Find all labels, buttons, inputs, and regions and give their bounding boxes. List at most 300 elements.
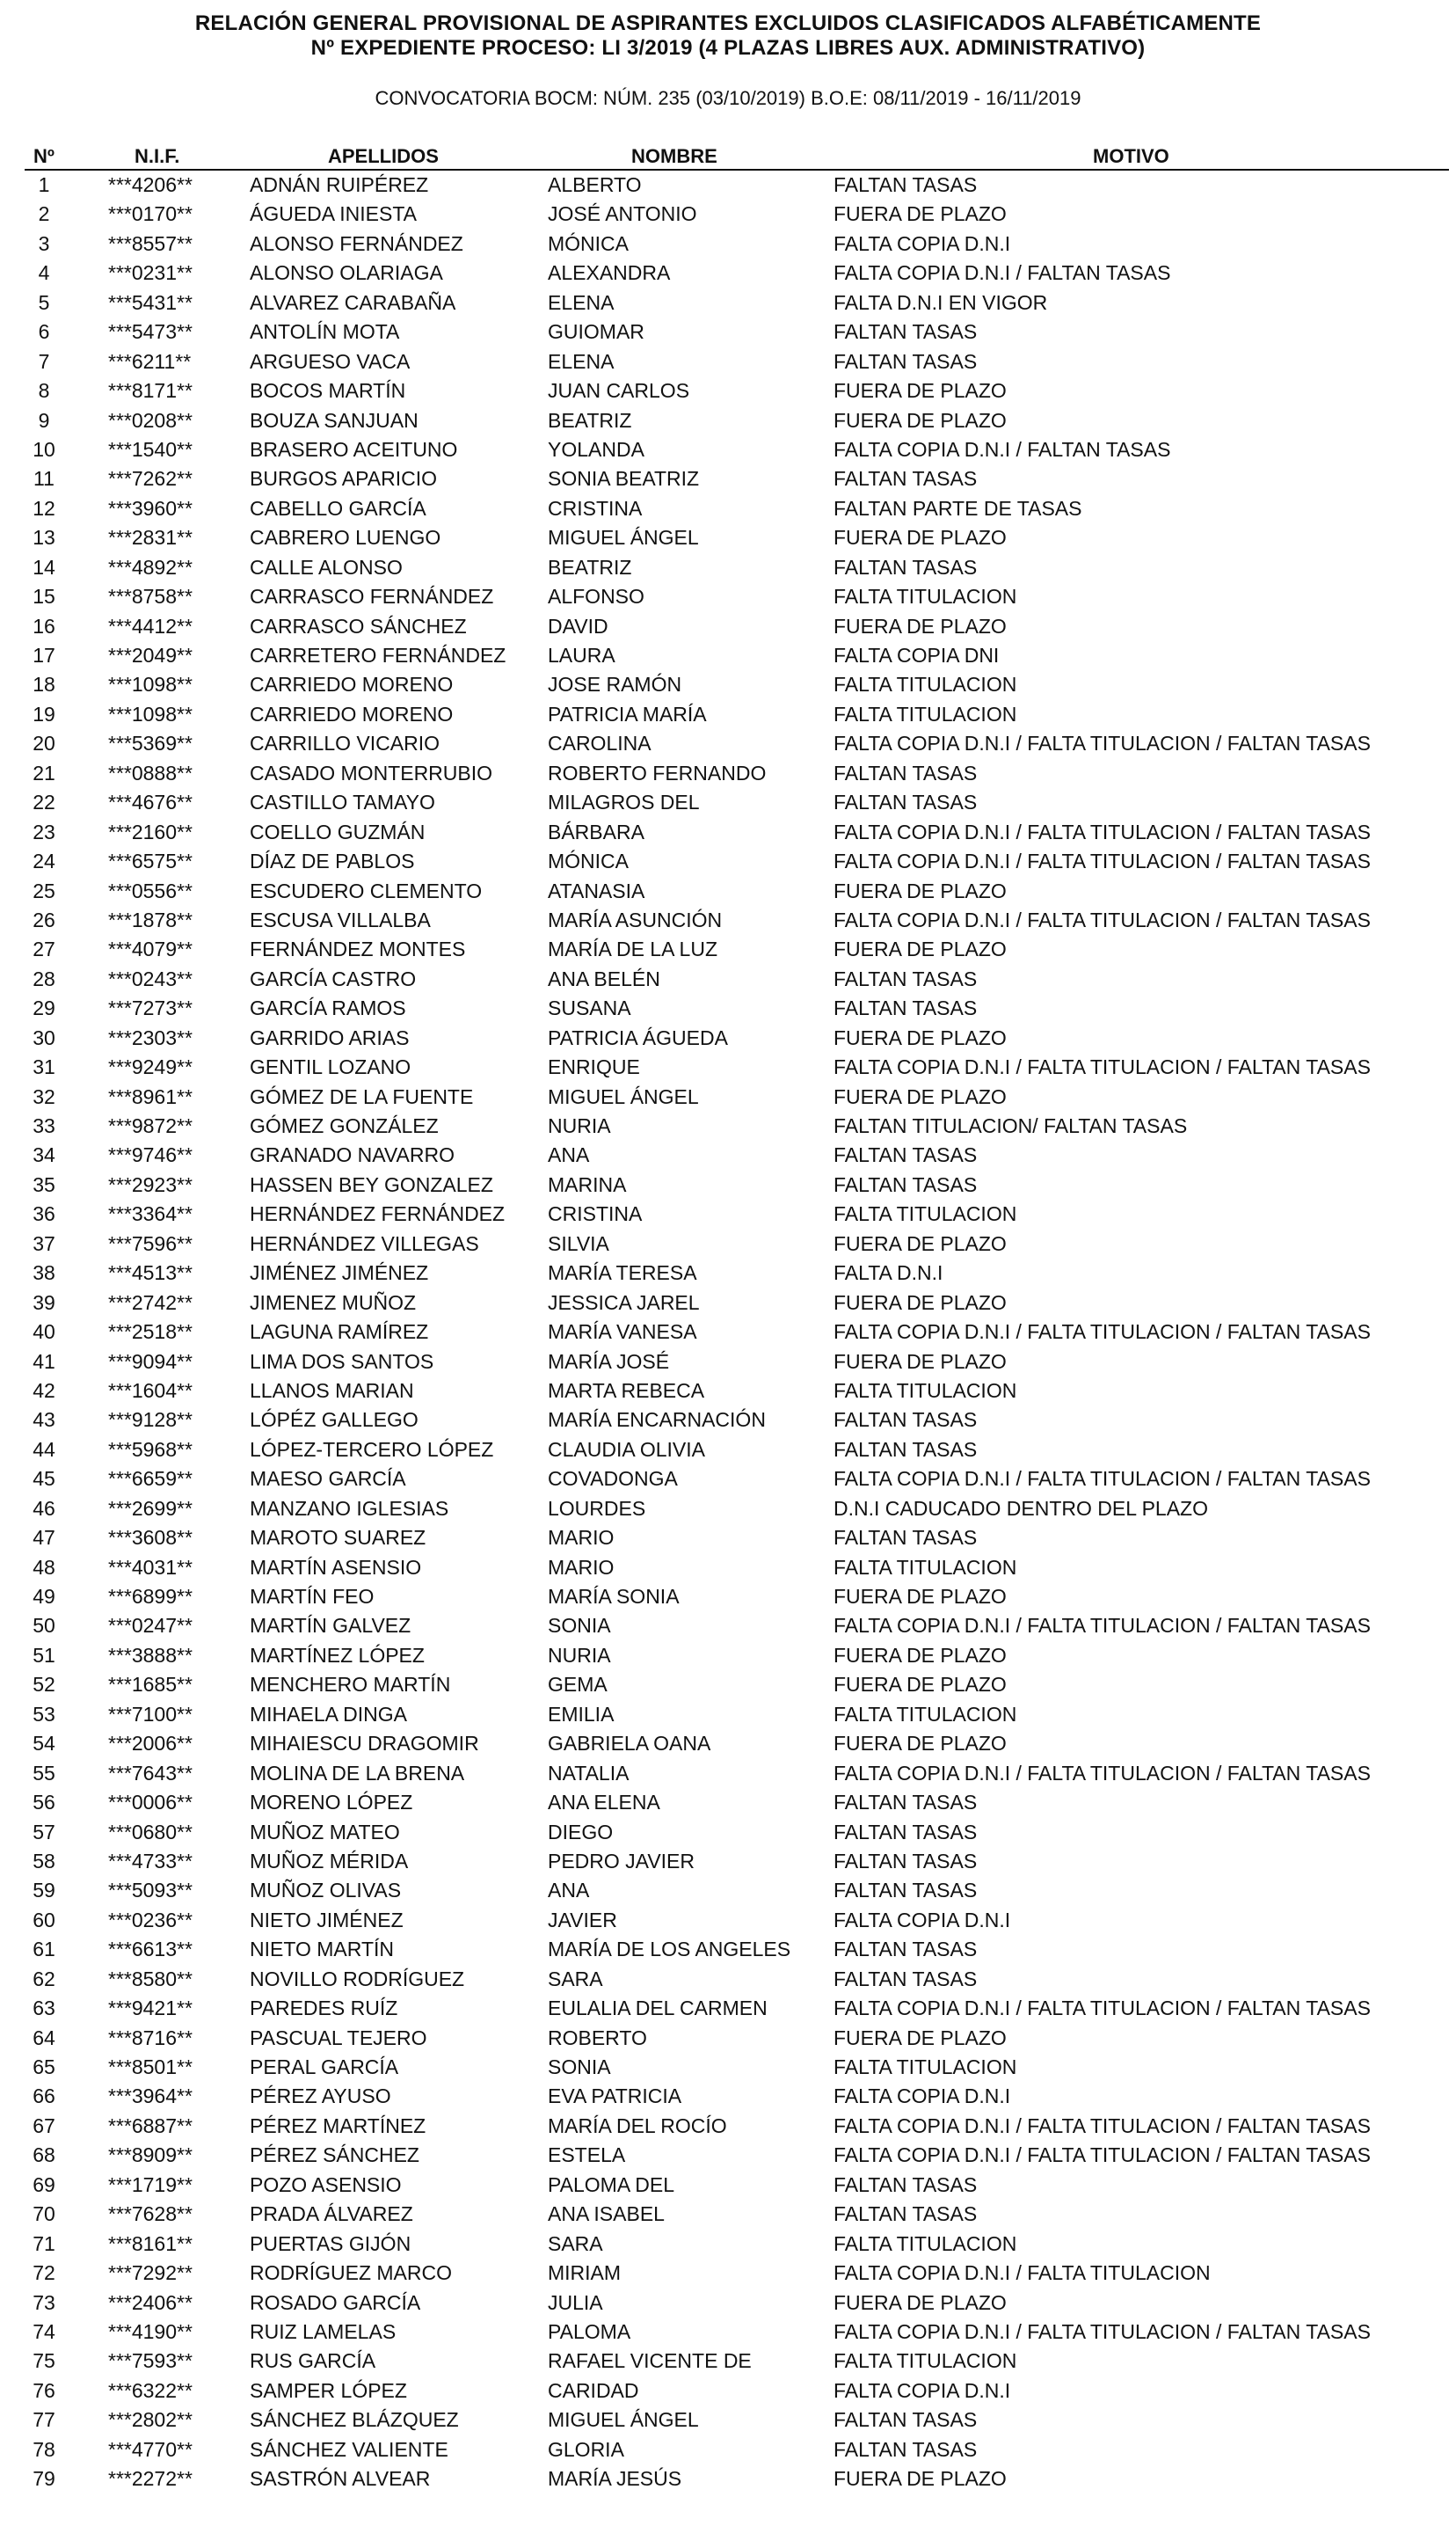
cell-nif: ***2518** bbox=[108, 1320, 193, 1344]
table-row bbox=[25, 464, 1449, 493]
cell-apellidos: GARCÍA RAMOS bbox=[250, 997, 406, 1020]
cell-nombre: ATANASIA bbox=[548, 879, 645, 902]
cell-motivo: FALTAN TASAS bbox=[834, 967, 978, 990]
cell-nif: ***6211** bbox=[108, 349, 192, 373]
cell-no: 24 bbox=[33, 850, 55, 873]
cell-nif: ***2802** bbox=[108, 2408, 193, 2432]
cell-no: 6 bbox=[38, 320, 50, 344]
cell-nombre: MARÍA SONIA bbox=[548, 1585, 680, 1608]
cell-no: 61 bbox=[33, 1938, 55, 1961]
cell-no: 14 bbox=[33, 555, 55, 579]
table-row bbox=[25, 729, 1449, 758]
cell-nombre: MARÍA ENCARNACIÓN bbox=[548, 1408, 766, 1432]
cell-apellidos: MENCHERO MARTÍN bbox=[250, 1673, 451, 1697]
table-row bbox=[25, 200, 1449, 229]
cell-no: 34 bbox=[33, 1143, 55, 1167]
cell-nif: ***8501** bbox=[108, 2055, 193, 2078]
table-row bbox=[25, 376, 1449, 405]
cell-nif: ***4206** bbox=[108, 173, 193, 196]
cell-apellidos: LAGUNA RAMÍREZ bbox=[250, 1320, 429, 1344]
cell-nombre: ESTELA bbox=[548, 2143, 626, 2167]
cell-nombre: MARIO bbox=[548, 1526, 615, 1550]
cell-apellidos: GÓMEZ DE LA FUENTE bbox=[250, 1084, 474, 1108]
cell-nombre: LAURA bbox=[548, 644, 615, 667]
cell-nif: ***2303** bbox=[108, 1026, 193, 1049]
table-row bbox=[25, 670, 1449, 699]
cell-nombre: SUSANA bbox=[548, 997, 631, 1020]
table-row bbox=[25, 1611, 1449, 1640]
cell-nif: ***4770** bbox=[108, 2437, 193, 2461]
table-row bbox=[25, 2289, 1449, 2318]
table-row bbox=[25, 612, 1449, 641]
cell-motivo: FALTA D.N.I EN VIGOR bbox=[834, 290, 1048, 314]
cell-apellidos: GARRIDO ARIAS bbox=[250, 1026, 410, 1049]
cell-apellidos: POZO ASENSIO bbox=[250, 2172, 402, 2196]
cell-no: 45 bbox=[33, 1467, 55, 1491]
cell-no: 25 bbox=[33, 879, 55, 902]
cell-nombre: EULALIA DEL CARMEN bbox=[548, 1997, 768, 2020]
cell-apellidos: MUÑOZ OLIVAS bbox=[250, 1879, 402, 1902]
table-row bbox=[25, 2141, 1449, 2170]
table-row bbox=[25, 523, 1449, 552]
cell-apellidos: PASCUAL TEJERO bbox=[250, 2026, 427, 2049]
cell-apellidos: DÍAZ DE PABLOS bbox=[250, 850, 415, 873]
cell-nif: ***3964** bbox=[108, 2084, 193, 2108]
cell-no: 44 bbox=[33, 1437, 55, 1461]
cell-apellidos: MUÑOZ MATEO bbox=[250, 1820, 400, 1843]
table-row bbox=[25, 700, 1449, 729]
cell-motivo: FALTAN TASAS bbox=[834, 320, 978, 344]
cell-motivo: FALTAN TITULACION/ FALTAN TASAS bbox=[834, 1114, 1188, 1137]
cell-no: 2 bbox=[38, 202, 50, 226]
cell-motivo: FALTAN TASAS bbox=[834, 2172, 978, 2196]
cell-no: 65 bbox=[33, 2055, 55, 2078]
table-row bbox=[25, 1435, 1449, 1464]
cell-apellidos: JIMÉNEZ JIMÉNEZ bbox=[250, 1261, 429, 1285]
cell-nif: ***9421** bbox=[108, 1997, 193, 2020]
cell-apellidos: ARGUESO VACA bbox=[250, 349, 411, 373]
cell-motivo: FALTAN TASAS bbox=[834, 555, 978, 579]
cell-motivo: FUERA DE PLAZO bbox=[834, 938, 1007, 961]
cell-motivo: FALTA COPIA D.N.I / FALTA TITULACION / FALTAN TASAS bbox=[834, 2114, 1371, 2137]
table-row bbox=[25, 347, 1449, 376]
table-row bbox=[25, 1729, 1449, 1758]
cell-no: 48 bbox=[33, 1555, 55, 1579]
cell-motivo: FALTAN TASAS bbox=[834, 1437, 978, 1461]
cell-no: 18 bbox=[33, 673, 55, 697]
cell-nif: ***8909** bbox=[108, 2143, 193, 2167]
cell-apellidos: FERNÁNDEZ MONTES bbox=[250, 938, 466, 961]
table-row bbox=[25, 1818, 1449, 1847]
cell-nombre: ALEXANDRA bbox=[548, 261, 671, 285]
cell-apellidos: BOCOS MARTÍN bbox=[250, 379, 406, 403]
table-row bbox=[25, 1289, 1449, 1318]
cell-nif: ***1685** bbox=[108, 1673, 193, 1697]
cell-nombre: MARTA REBECA bbox=[548, 1378, 705, 1402]
cell-apellidos: CARRASCO SÁNCHEZ bbox=[250, 614, 467, 638]
cell-motivo: FUERA DE PLAZO bbox=[834, 1349, 1007, 1373]
cell-no: 37 bbox=[33, 1231, 55, 1255]
cell-nombre: NATALIA bbox=[548, 1761, 630, 1785]
cell-motivo: FUERA DE PLAZO bbox=[834, 2467, 1007, 2491]
cell-nif: ***6575** bbox=[108, 850, 193, 873]
cell-nif: ***2831** bbox=[108, 526, 193, 550]
table-row bbox=[25, 1876, 1449, 1905]
cell-no: 33 bbox=[33, 1114, 55, 1137]
cell-no: 23 bbox=[33, 820, 55, 843]
table-row bbox=[25, 494, 1449, 523]
table-row bbox=[25, 2347, 1449, 2376]
cell-no: 74 bbox=[33, 2319, 55, 2343]
table-row bbox=[25, 1759, 1449, 1788]
cell-nif: ***0006** bbox=[108, 1791, 193, 1814]
cell-no: 10 bbox=[33, 437, 55, 461]
cell-apellidos: ALONSO FERNÁNDEZ bbox=[250, 231, 463, 255]
table-row bbox=[25, 1494, 1449, 1523]
cell-no: 41 bbox=[33, 1349, 55, 1373]
cell-nombre: MARIO bbox=[548, 1555, 615, 1579]
cell-nif: ***0231** bbox=[108, 261, 193, 285]
cell-motivo: FALTAN TASAS bbox=[834, 1938, 978, 1961]
excluded-candidates-table bbox=[25, 142, 1449, 2494]
cell-apellidos: ROSADO GARCÍA bbox=[250, 2290, 421, 2314]
cell-nif: ***1604** bbox=[108, 1378, 193, 1402]
cell-no: 75 bbox=[33, 2349, 55, 2373]
cell-apellidos: CARRIEDO MORENO bbox=[250, 702, 454, 726]
header-no: Nº bbox=[33, 145, 55, 167]
cell-no: 30 bbox=[33, 1026, 55, 1049]
cell-nif: ***4676** bbox=[108, 791, 193, 814]
cell-motivo: FUERA DE PLAZO bbox=[834, 1290, 1007, 1314]
cell-nombre: ANA BELÉN bbox=[548, 967, 660, 990]
cell-apellidos: SÁNCHEZ BLÁZQUEZ bbox=[250, 2408, 459, 2432]
header-nombre: NOMBRE bbox=[631, 145, 717, 167]
cell-motivo: FALTAN TASAS bbox=[834, 997, 978, 1020]
cell-no: 8 bbox=[38, 379, 50, 403]
cell-motivo: FALTA TITULACION bbox=[834, 673, 1017, 697]
cell-nombre: BEATRIZ bbox=[548, 408, 632, 432]
cell-apellidos: GARCÍA CASTRO bbox=[250, 967, 417, 990]
table-row bbox=[25, 965, 1449, 994]
cell-nif: ***8557** bbox=[108, 231, 193, 255]
cell-motivo: FALTA COPIA D.N.I / FALTA TITULACION / FALTAN TASAS bbox=[834, 1467, 1371, 1491]
cell-nif: ***0208** bbox=[108, 408, 193, 432]
cell-no: 63 bbox=[33, 1997, 55, 2020]
cell-nif: ***5968** bbox=[108, 1437, 193, 1461]
cell-no: 68 bbox=[33, 2143, 55, 2167]
table-row bbox=[25, 435, 1449, 464]
table-row bbox=[25, 847, 1449, 876]
cell-no: 54 bbox=[33, 1732, 55, 1756]
table-row bbox=[25, 2112, 1449, 2141]
table-row bbox=[25, 1141, 1449, 1170]
cell-apellidos: MAESO GARCÍA bbox=[250, 1467, 406, 1491]
cell-motivo: FUERA DE PLAZO bbox=[834, 1673, 1007, 1697]
cell-apellidos: LÓPEZ-TERCERO LÓPEZ bbox=[250, 1437, 494, 1461]
cell-nombre: YOLANDA bbox=[548, 437, 644, 461]
cell-motivo: FALTAN TASAS bbox=[834, 2408, 978, 2432]
cell-nif: ***1719** bbox=[108, 2172, 193, 2196]
cell-no: 60 bbox=[33, 1908, 55, 1931]
cell-nombre: MARÍA DE LA LUZ bbox=[548, 938, 718, 961]
cell-nif: ***8580** bbox=[108, 1967, 193, 1990]
cell-nombre: ANA ELENA bbox=[548, 1791, 660, 1814]
cell-motivo: FALTA COPIA D.N.I / FALTA TITULACION / FALTAN TASAS bbox=[834, 2319, 1371, 2343]
cell-nombre: PEDRO JAVIER bbox=[548, 1849, 695, 1873]
cell-nombre: MARÍA DEL ROCÍO bbox=[548, 2114, 727, 2137]
cell-apellidos: RUS GARCÍA bbox=[250, 2349, 376, 2373]
cell-nombre: DAVID bbox=[548, 614, 608, 638]
cell-nombre: EVA PATRICIA bbox=[548, 2084, 682, 2108]
cell-motivo: FALTA TITULACION bbox=[834, 585, 1017, 609]
cell-motivo: FALTAN TASAS bbox=[834, 349, 978, 373]
cell-no: 53 bbox=[33, 1702, 55, 1726]
table-row bbox=[25, 1259, 1449, 1288]
header-motivo: MOTIVO bbox=[1093, 145, 1169, 167]
cell-nif: ***9094** bbox=[108, 1349, 193, 1373]
table-header bbox=[25, 142, 1449, 171]
cell-motivo: FUERA DE PLAZO bbox=[834, 526, 1007, 550]
cell-nif: ***8716** bbox=[108, 2026, 193, 2049]
cell-motivo: FALTAN TASAS bbox=[834, 1879, 978, 1902]
cell-nombre: SONIA BEATRIZ bbox=[548, 467, 700, 491]
cell-apellidos: HASSEN BEY GONZALEZ bbox=[250, 1172, 493, 1196]
cell-nif: ***5369** bbox=[108, 732, 193, 756]
cell-nombre: MÓNICA bbox=[548, 231, 629, 255]
table-row bbox=[25, 1024, 1449, 1053]
cell-no: 40 bbox=[33, 1320, 55, 1344]
cell-nif: ***8171** bbox=[108, 379, 193, 403]
cell-nif: ***2160** bbox=[108, 820, 193, 843]
table-row bbox=[25, 1906, 1449, 1935]
cell-apellidos: PÉREZ AYUSO bbox=[250, 2084, 391, 2108]
cell-nombre: CARIDAD bbox=[548, 2378, 639, 2402]
cell-motivo: FALTA COPIA D.N.I / FALTA TITULACION / FALTAN TASAS bbox=[834, 732, 1371, 756]
cell-nif: ***9249** bbox=[108, 1055, 193, 1079]
cell-motivo: FUERA DE PLAZO bbox=[834, 614, 1007, 638]
cell-nif: ***7273** bbox=[108, 997, 193, 1020]
cell-apellidos: CABELLO GARCÍA bbox=[250, 496, 426, 520]
cell-apellidos: CARRIEDO MORENO bbox=[250, 673, 454, 697]
table-row bbox=[25, 1582, 1449, 1611]
table-row bbox=[25, 2200, 1449, 2229]
cell-motivo: FALTA COPIA D.N.I / FALTAN TASAS bbox=[834, 437, 1171, 461]
cell-apellidos: BOUZA SANJUAN bbox=[250, 408, 419, 432]
cell-no: 71 bbox=[33, 2231, 55, 2255]
cell-nif: ***3888** bbox=[108, 1643, 193, 1667]
cell-nif: ***0680** bbox=[108, 1820, 193, 1843]
cell-nombre: JOSE RAMÓN bbox=[548, 673, 682, 697]
cell-apellidos: MORENO LÓPEZ bbox=[250, 1791, 413, 1814]
cell-motivo: FALTAN TASAS bbox=[834, 761, 978, 785]
cell-nif: ***0247** bbox=[108, 1614, 193, 1638]
table-row bbox=[25, 1553, 1449, 1582]
table-row bbox=[25, 2464, 1449, 2493]
cell-apellidos: PAREDES RUÍZ bbox=[250, 1997, 398, 2020]
cell-nombre: RAFAEL VICENTE DE bbox=[548, 2349, 752, 2373]
table-row bbox=[25, 935, 1449, 964]
cell-nif: ***4031** bbox=[108, 1555, 193, 1579]
cell-nif: ***5431** bbox=[108, 290, 193, 314]
cell-no: 70 bbox=[33, 2202, 55, 2226]
cell-nombre: LOURDES bbox=[548, 1496, 646, 1520]
cell-apellidos: CASADO MONTERRUBIO bbox=[250, 761, 493, 785]
cell-no: 77 bbox=[33, 2408, 55, 2432]
cell-motivo: FUERA DE PLAZO bbox=[834, 1084, 1007, 1108]
cell-nombre: NURIA bbox=[548, 1643, 611, 1667]
table-row bbox=[25, 906, 1449, 935]
cell-apellidos: MIHAELA DINGA bbox=[250, 1702, 407, 1726]
table-row bbox=[25, 1171, 1449, 1200]
cell-no: 21 bbox=[33, 761, 55, 785]
cell-nif: ***1098** bbox=[108, 702, 193, 726]
cell-motivo: FALTA D.N.I bbox=[834, 1261, 943, 1285]
cell-apellidos: JIMENEZ MUÑOZ bbox=[250, 1290, 417, 1314]
cell-apellidos: LLANOS MARIAN bbox=[250, 1378, 414, 1402]
table-row bbox=[25, 1847, 1449, 1876]
cell-nombre: COVADONGA bbox=[548, 1467, 678, 1491]
cell-apellidos: ALONSO OLARIAGA bbox=[250, 261, 443, 285]
cell-nombre: GUIOMAR bbox=[548, 320, 644, 344]
cell-nombre: NURIA bbox=[548, 1114, 611, 1137]
cell-apellidos: CARRASCO FERNÁNDEZ bbox=[250, 585, 494, 609]
table-row bbox=[25, 2024, 1449, 2053]
cell-motivo: FUERA DE PLAZO bbox=[834, 879, 1007, 902]
cell-motivo: FALTA COPIA D.N.I / FALTA TITULACION / FALTAN TASAS bbox=[834, 2143, 1371, 2167]
table-row bbox=[25, 1464, 1449, 1493]
cell-motivo: FUERA DE PLAZO bbox=[834, 2290, 1007, 2314]
cell-nif: ***0556** bbox=[108, 879, 193, 902]
table-row bbox=[25, 1112, 1449, 1141]
table-row bbox=[25, 582, 1449, 611]
cell-nif: ***0236** bbox=[108, 1908, 193, 1931]
table-row bbox=[25, 2171, 1449, 2200]
cell-no: 64 bbox=[33, 2026, 55, 2049]
cell-no: 27 bbox=[33, 938, 55, 961]
cell-no: 31 bbox=[33, 1055, 55, 1079]
cell-nombre: GABRIELA OANA bbox=[548, 1732, 711, 1756]
cell-no: 46 bbox=[33, 1496, 55, 1520]
cell-nif: ***7628** bbox=[108, 2202, 193, 2226]
table-row bbox=[25, 1700, 1449, 1729]
cell-no: 62 bbox=[33, 1967, 55, 1990]
cell-nif: ***9746** bbox=[108, 1143, 193, 1167]
cell-nif: ***7643** bbox=[108, 1761, 193, 1785]
cell-no: 59 bbox=[33, 1879, 55, 1902]
cell-apellidos: NIETO JIMÉNEZ bbox=[250, 1908, 404, 1931]
cell-nombre: CRISTINA bbox=[548, 1202, 643, 1226]
cell-motivo: FUERA DE PLAZO bbox=[834, 2026, 1007, 2049]
cell-motivo: FALTAN TASAS bbox=[834, 2437, 978, 2461]
cell-no: 38 bbox=[33, 1261, 55, 1285]
cell-no: 66 bbox=[33, 2084, 55, 2108]
cell-apellidos: ALVAREZ CARABAÑA bbox=[250, 290, 456, 314]
cell-no: 5 bbox=[38, 290, 50, 314]
cell-nombre: PALOMA DEL bbox=[548, 2172, 675, 2196]
cell-nif: ***5473** bbox=[108, 320, 193, 344]
cell-nombre: ELENA bbox=[548, 290, 615, 314]
cell-nif: ***8161** bbox=[108, 2231, 193, 2255]
cell-nif: ***6613** bbox=[108, 1938, 193, 1961]
cell-nombre: ANA ISABEL bbox=[548, 2202, 665, 2226]
cell-apellidos: PÉREZ SÁNCHEZ bbox=[250, 2143, 419, 2167]
cell-apellidos: PRADA ÁLVAREZ bbox=[250, 2202, 413, 2226]
cell-nif: ***4412** bbox=[108, 614, 193, 638]
cell-nif: ***6887** bbox=[108, 2114, 193, 2137]
cell-nombre: EMILIA bbox=[548, 1702, 615, 1726]
cell-nombre: ALFONSO bbox=[548, 585, 644, 609]
cell-no: 47 bbox=[33, 1526, 55, 1550]
cell-motivo: FALTA COPIA D.N.I bbox=[834, 1908, 1011, 1931]
cell-apellidos: BURGOS APARICIO bbox=[250, 467, 438, 491]
table-row bbox=[25, 1641, 1449, 1670]
table-row bbox=[25, 1053, 1449, 1082]
cell-no: 12 bbox=[33, 496, 55, 520]
cell-nombre: JOSÉ ANTONIO bbox=[548, 202, 697, 226]
cell-apellidos: MARTÍN GALVEZ bbox=[250, 1614, 411, 1638]
cell-nif: ***4190** bbox=[108, 2319, 193, 2343]
table-row bbox=[25, 1523, 1449, 1552]
cell-motivo: FALTA TITULACION bbox=[834, 2055, 1017, 2078]
cell-nombre: MARÍA VANESA bbox=[548, 1320, 697, 1344]
table-body bbox=[25, 171, 1449, 2494]
cell-no: 36 bbox=[33, 1202, 55, 1226]
cell-nombre: MIGUEL ÁNGEL bbox=[548, 1084, 699, 1108]
cell-nif: ***2742** bbox=[108, 1290, 193, 1314]
cell-nif: ***3608** bbox=[108, 1526, 193, 1550]
cell-motivo: FALTAN TASAS bbox=[834, 173, 978, 196]
cell-no: 57 bbox=[33, 1820, 55, 1843]
cell-motivo: FALTAN TASAS bbox=[834, 1849, 978, 1873]
cell-nif: ***9872** bbox=[108, 1114, 193, 1137]
cell-motivo: FALTA TITULACION bbox=[834, 1378, 1017, 1402]
cell-nombre: ENRIQUE bbox=[548, 1055, 640, 1079]
cell-motivo: FALTA TITULACION bbox=[834, 1702, 1017, 1726]
cell-motivo: FALTAN TASAS bbox=[834, 791, 978, 814]
cell-nombre: MARÍA DE LOS ANGELES bbox=[548, 1938, 791, 1961]
cell-apellidos: NIETO MARTÍN bbox=[250, 1938, 394, 1961]
cell-no: 22 bbox=[33, 791, 55, 814]
cell-nombre: MIRIAM bbox=[548, 2261, 622, 2285]
cell-motivo: FALTA COPIA D.N.I bbox=[834, 2084, 1011, 2108]
cell-motivo: FALTA TITULACION bbox=[834, 2231, 1017, 2255]
cell-nombre: ANA bbox=[548, 1879, 590, 1902]
cell-nombre: PATRICIA MARÍA bbox=[548, 702, 707, 726]
table-row bbox=[25, 171, 1449, 200]
table-row bbox=[25, 553, 1449, 582]
cell-motivo: FALTA COPIA D.N.I / FALTA TITULACION / FALTAN TASAS bbox=[834, 1614, 1371, 1638]
cell-apellidos: MIHAIESCU DRAGOMIR bbox=[250, 1732, 479, 1756]
cell-nombre: ALBERTO bbox=[548, 173, 642, 196]
cell-nombre: MARÍA JOSÉ bbox=[548, 1349, 670, 1373]
cell-nombre: JESSICA JAREL bbox=[548, 1290, 700, 1314]
cell-nif: ***8961** bbox=[108, 1084, 193, 1108]
cell-no: 29 bbox=[33, 997, 55, 1020]
cell-apellidos: RODRÍGUEZ MARCO bbox=[250, 2261, 452, 2285]
cell-motivo: FALTA COPIA D.N.I bbox=[834, 231, 1011, 255]
cell-nif: ***5093** bbox=[108, 1879, 193, 1902]
table-row bbox=[25, 230, 1449, 259]
cell-apellidos: CABRERO LUENGO bbox=[250, 526, 441, 550]
cell-motivo: D.N.I CADUCADO DENTRO DEL PLAZO bbox=[834, 1496, 1208, 1520]
cell-nif: ***6322** bbox=[108, 2378, 193, 2402]
cell-apellidos: ESCUSA VILLALBA bbox=[250, 908, 431, 931]
cell-nif: ***4733** bbox=[108, 1849, 193, 1873]
cell-apellidos: ADNÁN RUIPÉREZ bbox=[250, 173, 429, 196]
cell-apellidos: HERNÁNDEZ VILLEGAS bbox=[250, 1231, 479, 1255]
cell-apellidos: BRASERO ACEITUNO bbox=[250, 437, 458, 461]
cell-motivo: FALTAN TASAS bbox=[834, 1967, 978, 1990]
